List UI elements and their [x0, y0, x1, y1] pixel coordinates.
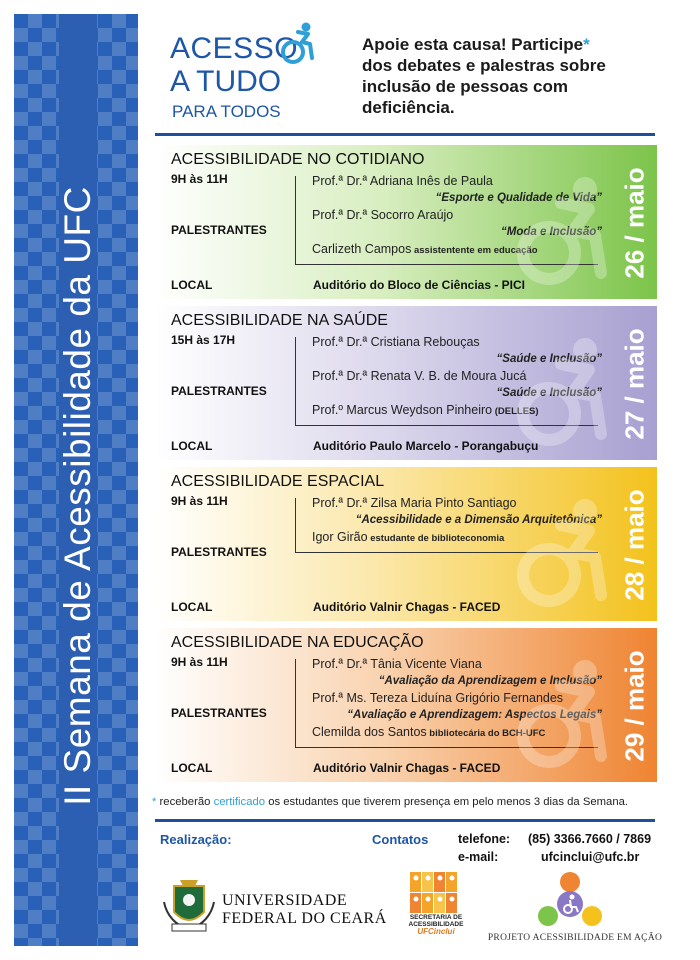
logo-line1: ACESSO	[170, 32, 299, 65]
acesso-logo	[170, 22, 330, 127]
speaker-role: assistentente em educação	[411, 245, 538, 256]
logo-line2: A TUDO	[170, 65, 282, 98]
speaker-name: Prof.º Marcus Weydson Pinheiro	[312, 403, 493, 417]
local-label: LOCAL	[171, 278, 213, 292]
session-time: 9H às 11H	[171, 172, 228, 186]
sec-brand: UFCinclui	[417, 927, 455, 936]
speaker-line: Prof.ª Dr.ª Adriana Inês de Paula	[312, 174, 493, 188]
session-date: 27 / maio	[619, 328, 650, 440]
speaker-name: Igor Girão	[312, 530, 368, 544]
speaker-line: Prof.ª Ms. Tereza Liduína Grigório Fernandes	[312, 691, 564, 705]
speaker-line: Prof.ª Dr.ª Cristiana Rebouças	[312, 335, 480, 349]
footnote-after: os estudantes que tiverem presença em pelo menos 3 dias da Semana.	[265, 796, 629, 808]
session-date: 29 / maio	[619, 650, 650, 762]
session-title: ACESSIBILIDADE NA EDUCAÇÃO	[171, 634, 424, 651]
wheelchair-watermark-icon	[505, 336, 625, 446]
ufc-inclui-logo-icon	[410, 872, 458, 914]
email-address[interactable]: ufcinclui@ufc.br	[541, 850, 640, 864]
header-line4: deficiência.	[362, 98, 455, 117]
header-line3: inclusão de pessoas com	[362, 77, 568, 96]
footer-divider	[155, 819, 655, 822]
session-venue: Auditório Valnir Chagas - FACED	[313, 600, 501, 614]
session-card-educacao	[155, 628, 657, 782]
wheelchair-watermark-icon	[505, 497, 625, 607]
sec-line2: ACESSIBILIDADE	[408, 921, 464, 928]
ufc-seal-icon	[160, 872, 218, 934]
header-asterisk: *	[583, 35, 590, 54]
header-line2: dos debates e palestras sobre	[362, 56, 606, 75]
phone-number: (85) 3366.7660 / 7869	[528, 832, 652, 846]
talk-title: “Saúde e Inclusão”	[496, 353, 602, 365]
session-date: 26 / maio	[619, 167, 650, 279]
phone-label: telefone:	[458, 832, 511, 846]
certificate-footnote	[152, 796, 628, 808]
local-label: LOCAL	[171, 761, 213, 775]
footnote-highlight: certificado	[213, 796, 266, 808]
speaker-line: Prof.ª Dr.ª Socorro Araújo	[312, 208, 454, 222]
footnote-before: receberão	[156, 796, 214, 808]
speakers-label: PALESTRANTES	[171, 223, 267, 237]
projeto-acessibilidade-text: PROJETO ACESSIBILIDADE EM AÇÃO	[487, 933, 663, 943]
logo-line3: PARA TODOS	[172, 102, 281, 121]
local-label: LOCAL	[171, 439, 213, 453]
talk-title: “Avaliação da Aprendizagem e Inclusão”	[378, 675, 602, 687]
speakers-label: PALESTRANTES	[171, 384, 267, 398]
wheelchair-icon	[276, 22, 320, 66]
talk-title: “Avaliação e Aprendizagem: Aspectos Legais”	[347, 709, 602, 721]
speaker-role: estudante de biblioteconomia	[367, 533, 505, 544]
session-title: ACESSIBILIDADE ESPACIAL	[171, 473, 385, 490]
speaker-line: Prof.ª Dr.ª Zilsa Maria Pinto Santiago	[312, 496, 517, 510]
speakers-label: PALESTRANTES	[171, 706, 267, 720]
speakers-label: PALESTRANTES	[171, 545, 267, 559]
talk-title: “Moda e Inclusão”	[501, 226, 602, 238]
speaker-name: Clemilda dos Santos	[312, 725, 427, 739]
speaker-line: Prof.ª Dr.ª Tânia Vicente Viana	[312, 657, 482, 671]
talk-title: “Esporte e Qualidade de Vida”	[435, 192, 602, 204]
header-line1: Apoie esta causa! Participe	[362, 35, 584, 54]
footnote-asterisk: *	[152, 796, 157, 808]
wheelchair-watermark-icon	[505, 175, 625, 285]
contatos-label: Contatos	[372, 832, 429, 847]
session-venue: Auditório do Bloco de Ciências - PICI	[313, 278, 526, 292]
talk-title: “Acessibilidade e a Dimensão Arquitetônica”	[355, 514, 602, 526]
session-card-saude	[155, 306, 657, 460]
session-title: ACESSIBILIDADE NO COTIDIANO	[171, 151, 425, 168]
session-card-espacial	[155, 467, 657, 621]
ufc-inclui-text	[405, 914, 467, 935]
session-card-cotidiano	[155, 145, 657, 299]
realizacao-label: Realização:	[160, 832, 232, 847]
header-message	[362, 34, 662, 118]
speaker-line: Prof.ª Dr.ª Renata V. B. de Moura Jucá	[312, 369, 527, 383]
session-time: 9H às 11H	[171, 494, 228, 508]
wheelchair-watermark-icon	[505, 658, 625, 768]
speaker-role: bibliotecária do BCH-UFC	[426, 728, 546, 739]
local-label: LOCAL	[171, 600, 213, 614]
projeto-acessibilidade-logo-icon	[534, 870, 606, 932]
session-title: ACESSIBILIDADE NA SAÚDE	[171, 312, 388, 329]
session-venue: Auditório Paulo Marcelo - Porangabuçu	[313, 439, 539, 453]
event-title: II Semana de Acessibilidade da UFC	[57, 186, 98, 806]
header-divider	[155, 133, 655, 136]
session-venue: Auditório Valnir Chagas - FACED	[313, 761, 501, 775]
speaker-role: (DELLES)	[492, 406, 539, 417]
talk-title: “Saúde e Inclusão”	[496, 387, 602, 399]
sidebar-banner	[14, 14, 138, 946]
sec-line1: SECRETARIA DE	[409, 914, 463, 921]
session-date: 28 / maio	[619, 489, 650, 601]
session-time: 9H às 11H	[171, 655, 228, 669]
speaker-name: Carlizeth Campos	[312, 242, 412, 256]
ufc-name-line2: FEDERAL DO CEARÁ	[222, 910, 387, 927]
email-label: e-mail:	[458, 850, 499, 864]
ufc-name-line1: UNIVERSIDADE	[222, 892, 348, 909]
session-time: 15H às 17H	[171, 333, 236, 347]
